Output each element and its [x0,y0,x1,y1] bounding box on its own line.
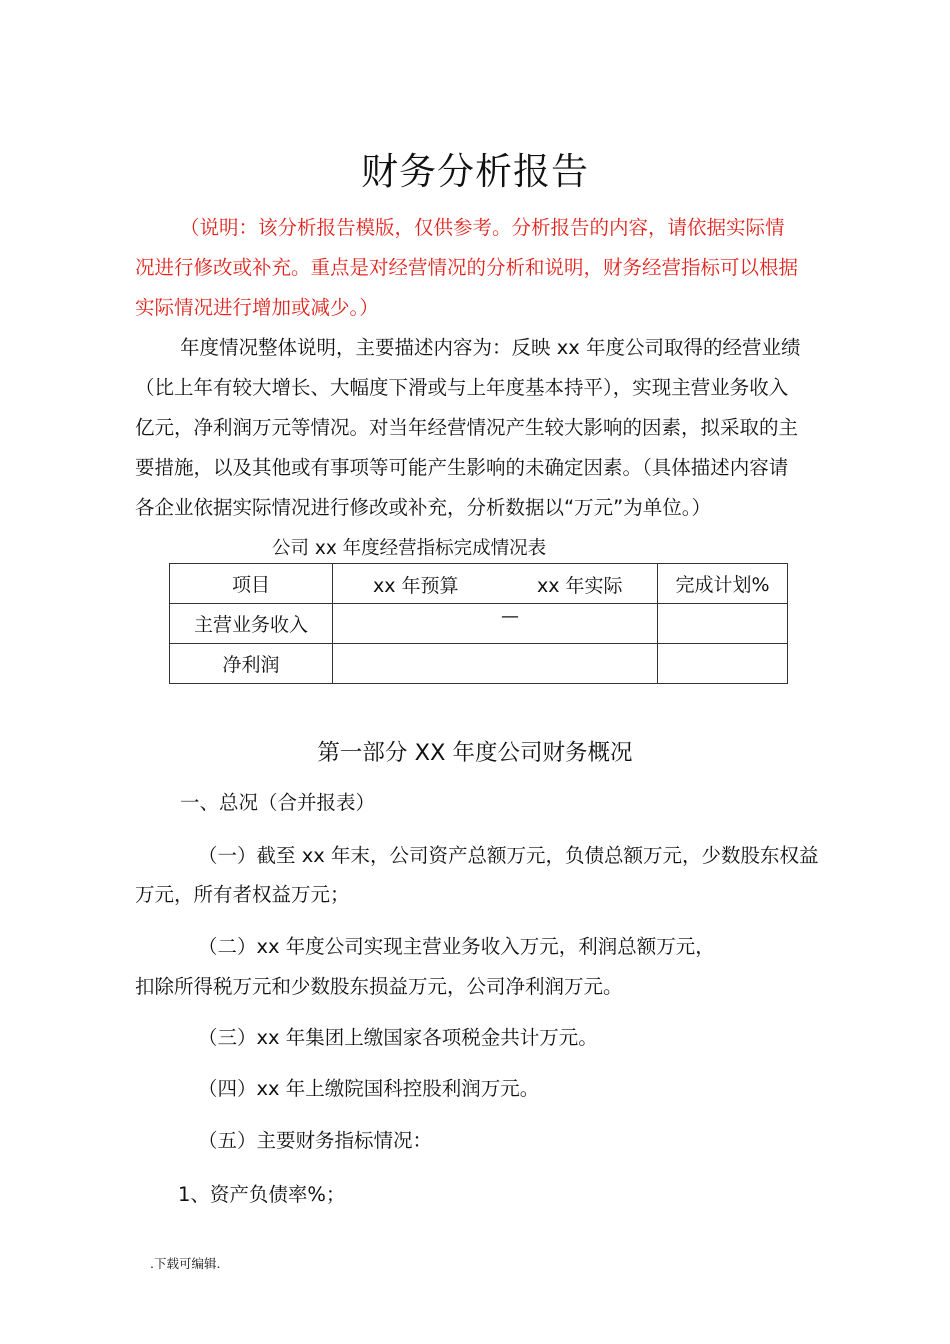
header-item: 项目 [170,564,333,604]
intro-line: 各企业依据实际情况进行修改或补充，分析数据以“万元”为单位。） [135,496,711,519]
table-cell [333,604,658,644]
item-2-line-2: 扣除所得税万元和少数股东损益万元，公司净利润万元。 [135,975,623,998]
table-cell [658,644,788,684]
item-4: （四）xx 年上缴院国科控股利润万元。 [198,1077,540,1100]
row-label: 主营业务收入 [170,604,333,644]
table-cell [658,604,788,644]
item-1-line-2: 万元，所有者权益万元； [135,883,350,906]
note-line: （说明：该分析报告模版，仅供参考。分析报告的内容，请依据实际情 [180,216,785,239]
page-footer: .下载可编辑. [150,1256,221,1271]
general-heading: 一、总况（合并报表） [180,791,376,814]
item-2-line-1: （二）xx 年度公司实现主营业务收入万元，利润总额万元， [198,935,715,958]
document-title: 财务分析报告 [361,150,589,193]
table-cell [333,644,658,684]
intro-line: 要措施，以及其他或有事项等可能产生影响的未确定因素。（具体描述内容请 [135,456,789,479]
intro-line: 年度情况整体说明，主要描述内容为：反映 xx 年度公司取得的经营业绩 [180,336,801,359]
table-row [170,644,788,684]
item-6: 1、资产负债率%； [178,1183,346,1206]
row-label: 净利润 [170,644,333,684]
note-line: 况进行修改或补充。重点是对经营情况的分析和说明，财务经营指标可以根据 [135,256,799,279]
header-budget: xx 年预算 [373,575,459,597]
header-budget-actual [333,564,658,604]
item-1-line-1: （一）截至 xx 年末，公司资产总额万元，负债总额万元，少数股东权益 [198,844,819,867]
intro-paragraph [135,328,825,528]
item-5: （五）主要财务指标情况： [198,1129,433,1152]
table-header-row [170,564,788,604]
kpi-table [169,563,788,684]
header-actual: xx 年实际 [537,575,623,597]
table-caption: 公司 xx 年度经营指标完成情况表 [272,538,547,559]
template-note [135,208,825,328]
cell-dash: — [501,606,519,627]
intro-line: （比上年有较大增长、大幅度下滑或与上年度基本持平），实现主营业务收入 [135,376,789,399]
table-row [170,604,788,644]
section-title: 第一部分 XX 年度公司财务概况 [317,740,633,766]
header-completion: 完成计划% [658,564,788,604]
intro-line: 亿元，净利润万元等情况。对当年经营情况产生较大影响的因素，拟采取的主 [135,416,799,439]
note-line: 实际情况进行增加或减少。） [135,296,379,319]
item-3: （三）xx 年集团上缴国家各项税金共计万元。 [198,1026,598,1049]
